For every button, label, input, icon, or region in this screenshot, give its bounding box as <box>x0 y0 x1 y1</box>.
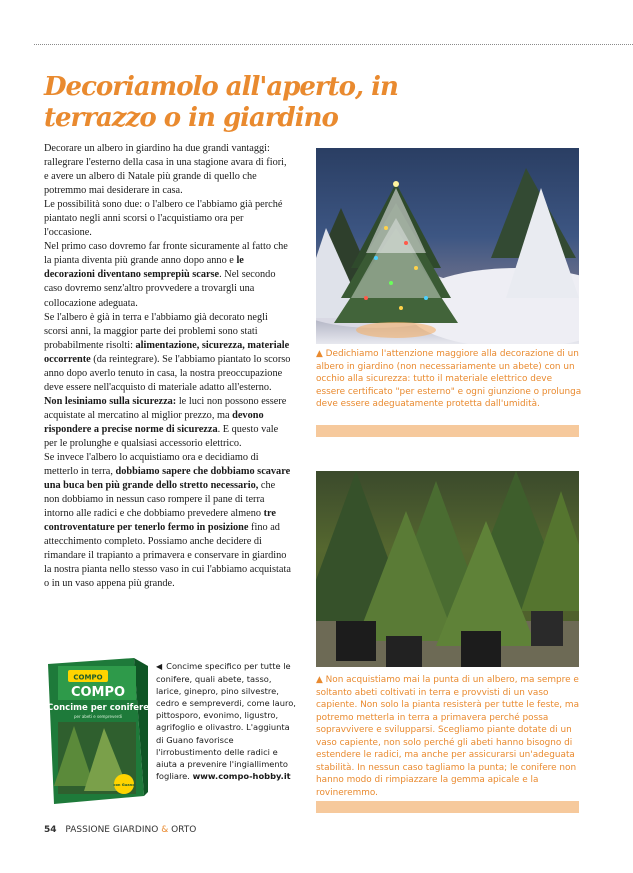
triangle-up-icon: ▲ <box>316 349 326 359</box>
compo-product-box <box>44 656 148 806</box>
paragraph: Se invece l'albero lo acquistiamo ora e decidiamo di metterlo in terra, dobbiamo sapere che dobbiamo scavare una buca ben più grande dello stretto necessario, che non dobbiamo in nessun caso rompere il pane di terra intorno alle radici e che dobbiamo prevedere almeno tre controventature per tenerlo fermo in posizione fino ad attecchimento completo. Possiamo anche decidere di rimandare il trapianto a primavera e conservare in giardino la nostra pianta nello stesso vaso in cui l'abbiamo acquistata o in un vaso appena più grande. <box>44 452 291 590</box>
caption-bar <box>316 425 579 437</box>
product-box-illustration <box>44 656 148 806</box>
magazine-name-2: ORTO <box>171 825 197 835</box>
magazine-ampersand: & <box>161 825 169 835</box>
paragraph: Nel primo caso dovremo far fronte sicuramente al fatto che la pianta diventa più grande anno dopo anno e le decorazioni diventano semprepiù scarse. Nel secondo caso dovremo senz'altro provvedere a trovargli una collocazione adeguata. <box>44 241 288 309</box>
product-brand-small: COMPO <box>73 673 103 682</box>
caption-firs-photo: ▲ Non acquistiamo mai la punta di un albero, ma sempre e soltanto abeti coltivati in terra e provvisti di un vaso capiente. Non solo la pianta resisterà per tutte le feste, ma potremo metterla in terra a primavera perché possa sopravvivere e svilupparsi. Scegliamo piante dotate di un vaso capiente, non solo perché gli abeti hanno bisogno di estendere le radici, ma anche per assicurarsi un'adeguata stabilità. In nessun caso tagliamo la punta; le conifere non hanno modo di rimpiazzare la gemma apicale e la rovineremmo. <box>316 675 580 798</box>
page-footer <box>44 825 196 835</box>
product-guano-badge: con Guano <box>113 783 135 787</box>
product-description: ◀ Concime specifico per tutte le conifere, quali abete, tasso, larice, ginepro, pino silvestre, cedro e sempreverdi, come lauro, pittosporo, evonimo, ligustro, agrifoglio e olivastro. L'aggiunta di Guano favorisce l'irrobustimento delle radici e aiuta a prevenire l'ingiallimento fogliare. www.compo-hobby.it <box>156 661 296 781</box>
christmas-tree-photo <box>316 148 579 344</box>
paragraph: Le possibilità sono due: o l'albero ce l'abbiamo già perché piantato negli anni scorsi o l'acquistiamo ora per l'occasione. <box>44 199 283 239</box>
article-body <box>44 142 292 592</box>
caption-bar <box>316 801 579 813</box>
product-name: Concime per conifere <box>47 703 148 713</box>
product-tagline: per abeti e sempreverdi <box>73 714 123 719</box>
product-website[interactable]: www.compo-hobby.it <box>192 770 291 781</box>
triangle-left-icon: ◀ <box>156 662 163 671</box>
page-number: 54 <box>44 825 57 835</box>
caption-tree-photo: ▲ Dedichiamo l'attenzione maggiore alla decorazione di un albero in giardino (non necessariamente un abete) con un occhio alla sicurezza: tutto il materiale elettrico deve essere certificato "per esterno" e ogni giunzione o prolunga deve essere adeguatamente protetta dall'umidità. <box>316 349 582 409</box>
product-brand: COMPO <box>70 685 126 700</box>
top-divider <box>34 44 633 45</box>
paragraph: Decorare un albero in giardino ha due grandi vantaggi: rallegrare l'esterno della casa in una stagione avara di fiori, e avere un albero di Natale più grande di quello che potremmo mai desiderare in casa. <box>44 143 287 197</box>
paragraph: Se l'albero è già in terra e l'abbiamo già decorato negli scorsi anni, la maggior parte dei problemi sono stati probabilmente risolti: alimentazione, sicurezza, materiale occorrente (da reintegrare). Se l'abbiamo piantato lo scorso anno dopo averlo tenuto in casa, la nostra preoccupazione deve essere nell'acquisto di materiale adatto all'esterno. Non lesiniamo sulla sicurezza: le luci non possono essere acquistate al mercatino al miglior prezzo, ma devono rispondere a precise norme di sicurezza. E questo vale per le prolunghe e qualsiasi accessorio elettrico. <box>44 311 291 449</box>
potted-firs-photo <box>316 471 579 667</box>
magazine-name: PASSIONE GIARDINO <box>65 825 159 835</box>
potted-firs-illustration <box>316 471 579 667</box>
christmas-tree-illustration <box>316 148 579 344</box>
article-title: Decoriamolo all'aperto, in terrazzo o in giardino <box>44 72 398 133</box>
triangle-up-icon: ▲ <box>316 675 326 685</box>
